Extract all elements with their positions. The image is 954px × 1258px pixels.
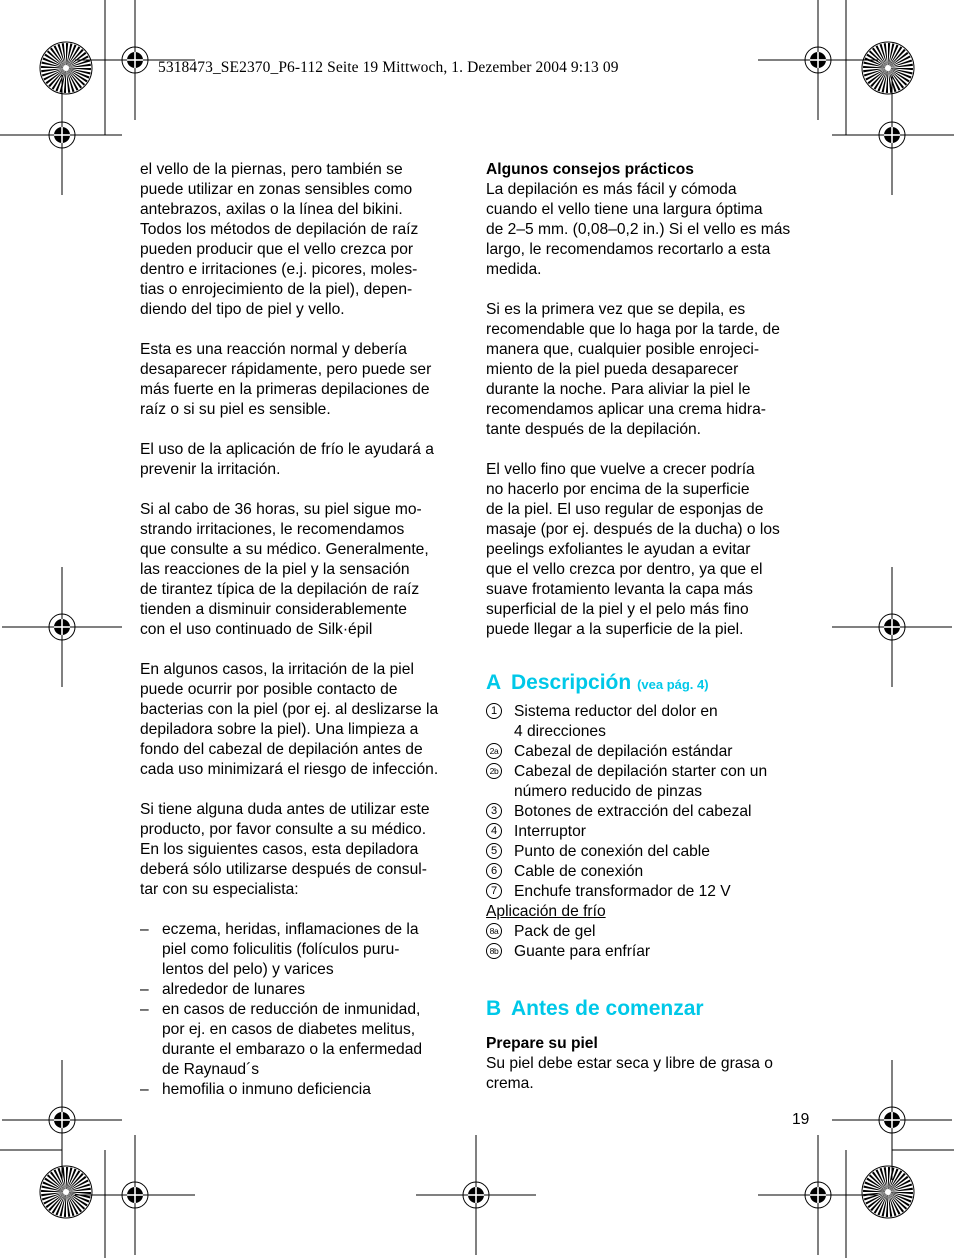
contraindications-list	[140, 920, 470, 1100]
part-number-badge: 6	[486, 863, 502, 879]
text-line: Cable de conexión	[514, 863, 644, 880]
paragraph-36-hours	[140, 500, 470, 640]
text-line: bacterias con la piel (por ej. al deslizarse la	[140, 701, 439, 718]
text-line: tante después de la depilación.	[486, 421, 702, 438]
part-label	[514, 742, 816, 762]
part-item	[486, 762, 816, 802]
part-number-badge: 5	[486, 843, 502, 859]
part-item	[486, 842, 816, 862]
text-line: Cabezal de depilación starter con un	[514, 763, 768, 780]
text-line: puede ocurrir por posible contacto de	[140, 681, 398, 698]
section-title-text: Descripción	[511, 671, 632, 694]
section-b-heading	[486, 996, 816, 1022]
text-line: – en casos de reducción de inmunidad,	[162, 1001, 421, 1018]
section-letter: B	[486, 997, 502, 1020]
text-line: – hemofilia o inmuno deficiencia	[162, 1081, 371, 1098]
part-label	[514, 802, 816, 822]
text-line: largo, le recomendamos recortarlo a esta	[486, 241, 771, 258]
text-line: Si es la primera vez que se depila, es	[486, 301, 746, 318]
section-a-heading	[486, 670, 816, 698]
section-letter: A	[486, 671, 502, 694]
text-line: depiladora sobre la piel). Una limpieza a	[140, 721, 419, 738]
text-line: deberá sólo utilizarse después de consul-	[140, 861, 427, 878]
page-number: 19	[792, 1111, 810, 1128]
part-item	[486, 822, 816, 842]
text-line: producto, por favor consulte a su médico.	[140, 821, 427, 838]
text-line: más fuerte en la primeras depilaciones de	[140, 381, 430, 398]
paragraph-hair-length	[486, 180, 816, 280]
paragraph-prepare-skin	[486, 1054, 816, 1094]
text-line: de 2–5 mm. (0,08–0,2 in.) Si el vello es más	[486, 221, 791, 238]
paragraph-infection-risk	[140, 660, 470, 780]
text-line: Punto de conexión del cable	[514, 843, 710, 860]
paragraph-consult-doctor	[140, 800, 470, 900]
part-number-badge: 4	[486, 823, 502, 839]
text-line: durante el embarazo o la enfermedad	[162, 1041, 423, 1058]
part-item	[486, 702, 816, 742]
text-line: fondo del cabezal de depilación antes de	[140, 741, 423, 758]
text-line: tar con su especialista:	[140, 881, 299, 898]
text-line: Esta es una reacción normal y debería	[140, 341, 407, 358]
paragraph-normal-reaction	[140, 340, 470, 420]
text-line: desaparecer rápidamente, pero puede ser	[140, 361, 432, 378]
text-line: antebrazos, axilas o la línea del bikini.	[140, 201, 403, 218]
text-line: cada uso minimizará el riesgo de infección.	[140, 761, 439, 778]
text-line: de Raynaud´s	[162, 1061, 260, 1078]
part-item	[486, 882, 816, 902]
text-line: La depilación es más fácil y cómoda	[486, 181, 737, 198]
part-number-badge: 1	[486, 703, 502, 719]
paragraph-exfoliation	[486, 460, 816, 640]
list-item	[140, 1080, 470, 1100]
paragraph-ingrown-hair	[140, 160, 470, 320]
text-line: que consulte a su médico. Generalmente,	[140, 541, 429, 558]
text-line: peelings exfoliantes le ayudan a evitar	[486, 541, 751, 558]
text-line: recomendable que lo haga por la tarde, de	[486, 321, 780, 338]
text-line: En algunos casos, la irritación de la piel	[140, 661, 414, 678]
list-item	[140, 1000, 470, 1080]
text-line: no hacerlo por encima de la superficie	[486, 481, 750, 498]
text-line: superficial de la piel y el pelo más fino	[486, 601, 749, 618]
part-number-badge: 3	[486, 803, 502, 819]
text-line: Cabezal de depilación estándar	[514, 743, 733, 760]
text-line: por ej. en casos de diabetes melitus,	[162, 1021, 416, 1038]
part-label	[514, 842, 816, 862]
paragraph-cold-application	[140, 440, 470, 480]
text-line: Si tiene alguna duda antes de utilizar este	[140, 801, 430, 818]
part-item	[486, 862, 816, 882]
text-line: que el vello crezca por dentro, ya que el	[486, 561, 763, 578]
text-line: recomendamos aplicar una crema hidra-	[486, 401, 766, 418]
text-line: el vello de la piernas, pero también se	[140, 161, 403, 178]
part-label	[514, 922, 816, 942]
text-line: pueden producir que el vello crezca por	[140, 241, 414, 258]
text-line: dentro e irritaciones (e.j. picores, moles-	[140, 261, 418, 278]
text-line: – alrededor de lunares	[162, 981, 306, 998]
text-line: Pack de gel	[514, 923, 596, 940]
print-slug-header: 5318473_SE2370_P6-112 Seite 19 Mittwoch, 1. Dezember 2004 9:13 09	[158, 59, 619, 76]
text-line: raíz o si su piel es sensible.	[140, 401, 331, 418]
parts-list	[486, 702, 816, 902]
text-line: tienden a disminuir considerablemente	[140, 601, 407, 618]
text-line: lentos del pelo) y varices	[162, 961, 334, 978]
section-page-reference: (vea pág. 4)	[637, 677, 709, 692]
text-line: prevenir la irritación.	[140, 461, 281, 478]
prepare-skin-heading: Prepare su piel	[486, 1035, 598, 1052]
part-number-badge: 8b	[486, 943, 502, 959]
part-label	[514, 862, 816, 882]
text-line: Si al cabo de 36 horas, su piel sigue mo-	[140, 501, 422, 518]
text-line: puede llegar a la superficie de la piel.	[486, 621, 744, 638]
part-label	[514, 882, 816, 902]
text-line: Interruptor	[514, 823, 586, 840]
text-line: 4 direcciones	[514, 723, 606, 740]
text-line: masaje (por ej. después de la ducha) o los	[486, 521, 780, 538]
text-line: En los siguientes casos, esta depiladora	[140, 841, 419, 858]
part-item	[486, 922, 816, 942]
text-line: medida.	[486, 261, 542, 278]
section-title-text: Antes de comenzar	[511, 997, 704, 1020]
cold-application-heading: Aplicación de frío	[486, 903, 606, 920]
tips-heading: Algunos consejos prácticos	[486, 161, 694, 178]
text-line: El uso de la aplicación de frío le ayudará a	[140, 441, 434, 458]
text-line: tias o enrojecimiento de la piel), depen-	[140, 281, 413, 298]
part-label	[514, 762, 816, 802]
text-line: de la piel. El uso regular de esponjas de	[486, 501, 764, 518]
text-line: El vello fino que vuelve a crecer podría	[486, 461, 755, 478]
text-line: cuando el vello tiene una largura óptima	[486, 201, 763, 218]
part-item	[486, 802, 816, 822]
text-line: número reducido de pinzas	[514, 783, 703, 800]
part-number-badge: 2a	[486, 743, 502, 759]
part-item	[486, 942, 816, 962]
part-label	[514, 702, 816, 742]
text-line: Guante para enfríar	[514, 943, 651, 960]
text-line: Todos los métodos de depilación de raíz	[140, 221, 419, 238]
part-label	[514, 822, 816, 842]
part-number-badge: 8a	[486, 923, 502, 939]
text-line: Su piel debe estar seca y libre de grasa o	[486, 1055, 773, 1072]
text-line: miento de la piel pueda desaparecer	[486, 361, 739, 378]
text-line: manera que, cualquier posible enrojeci-	[486, 341, 760, 358]
part-number-badge: 2b	[486, 763, 502, 779]
left-column	[140, 160, 470, 1100]
text-line: de tirantez típica de la depilación de raíz	[140, 581, 420, 598]
text-line: las reacciones de la piel y la sensación	[140, 561, 410, 578]
text-line: Sistema reductor del dolor en	[514, 703, 718, 720]
text-line: piel como foliculitis (folículos puru-	[162, 941, 400, 958]
text-line: puede utilizar en zonas sensibles como	[140, 181, 413, 198]
text-line: – eczema, heridas, inflamaciones de la	[162, 921, 419, 938]
right-column	[486, 160, 816, 1094]
text-line: diendo del tipo de piel y vello.	[140, 301, 345, 318]
text-line: strando irritaciones, le recomendamos	[140, 521, 405, 538]
list-item	[140, 920, 470, 980]
text-line: suave frotamiento levanta la capa más	[486, 581, 753, 598]
list-item	[140, 980, 470, 1000]
part-label	[514, 942, 816, 962]
text-line: crema.	[486, 1075, 534, 1092]
text-line: Enchufe transformador de 12 V	[514, 883, 731, 900]
part-number-badge: 7	[486, 883, 502, 899]
cold-parts-list	[486, 922, 816, 962]
text-line: durante la noche. Para aliviar la piel le	[486, 381, 751, 398]
part-item	[486, 742, 816, 762]
text-line: Botones de extracción del cabezal	[514, 803, 752, 820]
paragraph-first-time	[486, 300, 816, 440]
text-line: con el uso continuado de Silk·épil	[140, 621, 373, 638]
